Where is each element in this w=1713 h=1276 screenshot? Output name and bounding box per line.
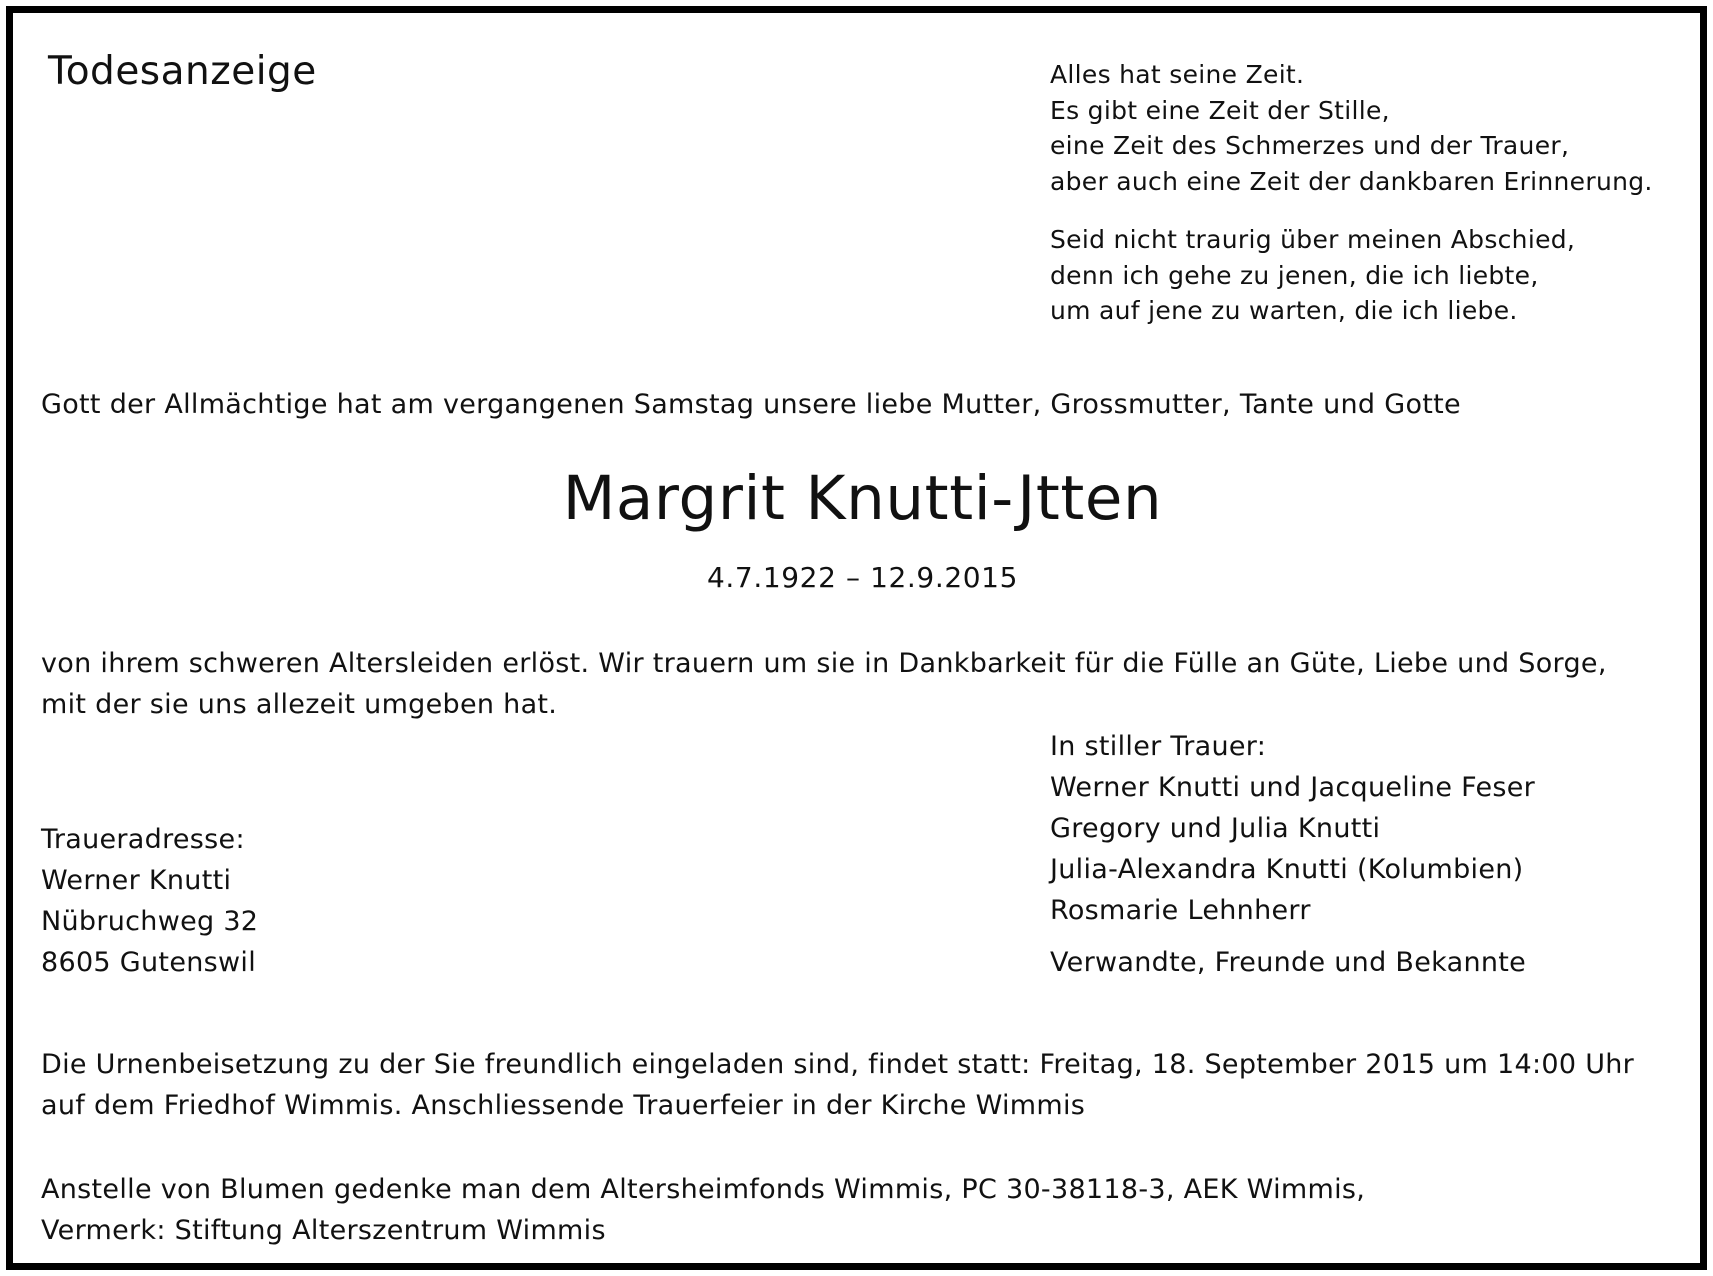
paragraph-line: auf dem Friedhof Wimmis. Anschliessende Trauerfeier in der Kirche Wimmis [41,1090,1086,1121]
address-block [41,819,258,983]
paragraph-line: Anstelle von Blumen gedenke man dem Altersheimfonds Wimmis, PC 30-38118-3, AEK Wimmis, [41,1174,1366,1205]
donation-paragraph [41,1169,1365,1251]
ceremony-paragraph [41,1044,1634,1126]
notice-frame [6,6,1707,1270]
poem-line: um auf jene zu warten, die ich liebe. [1050,296,1518,325]
mourner-name: Gregory und Julia Knutti [1050,813,1381,844]
mourners-label: In stiller Trauer: [1050,731,1267,762]
mourner-name: Julia-Alexandra Knutti (Kolumbien) [1050,854,1524,885]
mourners-block [1050,726,1535,983]
paragraph-line: von ihrem schweren Altersleiden erlöst. Wir trauern um sie in Dankbarkeit für die Fülle an Güte, Liebe und Sorge, [41,648,1607,679]
paragraph-line: Vermerk: Stiftung Alterszentrum Wimmis [41,1215,606,1246]
deceased-name: Margrit Knutti-Jtten [562,463,1163,534]
paragraph-line: Die Urnenbeisetzung zu der Sie freundlich eingeladen sind, findet statt: Freitag, 18. September 2015 um 14:00 Uhr [41,1049,1635,1080]
life-dates: 4.7.1922 – 12.9.2015 [707,561,1018,594]
notice-heading: Todesanzeige [48,49,317,94]
poem-stanza-1 [1050,57,1653,199]
release-paragraph [41,643,1607,725]
mourner-name: Werner Knutti und Jacqueline Feser [1050,772,1536,803]
intro-text: Gott der Allmächtige hat am vergangenen Samstag unsere liebe Mutter, Grossmutter, Tante und Gotte [41,389,1461,420]
poem-line: Alles hat seine Zeit. [1050,60,1305,89]
poem-line: Es gibt eine Zeit der Stille, [1050,95,1390,125]
relatives-line: Verwandte, Freunde und Bekannte [1050,947,1527,978]
mourner-name: Rosmarie Lehnherr [1050,895,1311,926]
poem-line: aber auch eine Zeit der dankbaren Erinnerung. [1050,166,1653,196]
address-name: Werner Knutti [41,865,232,896]
address-street: Nübruchweg 32 [41,906,259,937]
paragraph-line: mit der sie uns allezeit umgeben hat. [41,689,558,720]
address-label: Traueradresse: [41,824,245,855]
address-city: 8605 Gutenswil [41,947,256,978]
poem-line: denn ich gehe zu jenen, die ich liebte, [1050,260,1539,290]
poem-line: eine Zeit des Schmerzes und der Trauer, [1050,131,1570,160]
poem-stanza-2 [1050,222,1575,329]
poem-line: Seid nicht traurig über meinen Abschied, [1050,225,1576,254]
